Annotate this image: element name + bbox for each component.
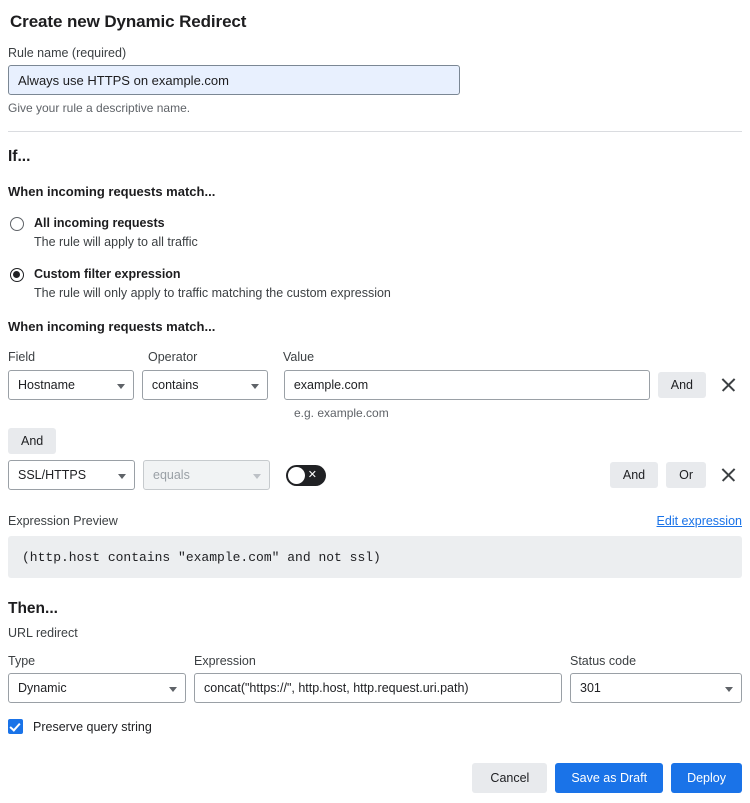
chevron-down-icon [725,687,733,692]
chevron-down-icon [117,384,125,389]
chevron-down-icon [169,687,177,692]
preserve-query-string-checkbox[interactable] [8,719,23,734]
label-status-code: Status code [570,654,637,668]
toggle-knob [288,467,305,484]
group-and-button[interactable]: And [8,428,56,454]
chevron-down-icon [253,474,261,479]
label-expression: Expression [194,654,256,668]
rule-name-input[interactable] [8,65,460,95]
status-code-select[interactable] [570,673,742,703]
condition-2-or-button[interactable]: Or [666,462,706,488]
condition-1-operator-select[interactable] [142,370,268,400]
condition-1-and-button[interactable]: And [658,372,706,398]
condition-1-operator-value: contains [151,378,199,392]
save-draft-button[interactable]: Save as Draft [555,763,663,793]
section-divider [8,131,742,132]
rule-name-label: Rule name (required) [8,46,127,60]
condition-row-1 [8,370,742,400]
radio-custom-filter-desc: The rule will only apply to traffic matching the custom expression [34,286,391,300]
preserve-query-string-row[interactable] [8,719,742,734]
condition-1-field-value: Hostname [18,378,75,392]
condition-2-operator-value: equals [153,468,190,482]
close-icon: ✕ [307,468,317,481]
condition-1-value-input[interactable] [284,370,650,400]
expression-preview-text: (http.host contains "example.com" and not ssl) [22,549,381,565]
page-title: Create new Dynamic Redirect [10,12,247,31]
if-section-heading: If... [8,148,31,165]
edit-expression-link[interactable]: Edit expression [656,514,742,528]
expression-preview-header [8,514,742,528]
radio-option-custom-filter[interactable] [8,266,742,301]
condition-2-field-select[interactable] [8,460,135,490]
radio-all-requests-desc: The rule will apply to all traffic [34,235,198,249]
column-header-field: Field [8,350,36,364]
condition-row-2 [8,460,742,490]
redirect-type-value: Dynamic [18,681,67,695]
condition-2-ssl-toggle[interactable] [286,465,326,486]
redirect-expression-input[interactable] [194,673,562,703]
radio-icon-custom-filter[interactable] [10,268,24,282]
condition-1-remove-icon[interactable] [716,372,742,398]
chevron-down-icon [118,474,126,479]
conditions-heading: When incoming requests match... [8,319,216,334]
match-heading: When incoming requests match... [8,184,216,199]
conditions-column-headers [8,350,742,364]
deploy-button[interactable]: Deploy [671,763,742,793]
condition-2-operator-select [143,460,270,490]
rule-name-helper: Give your rule a descriptive name. [8,101,191,115]
cancel-button[interactable]: Cancel [472,763,547,793]
column-header-operator: Operator [148,350,198,364]
radio-custom-filter-title: Custom filter expression [34,267,181,281]
then-controls-row [8,673,742,703]
chevron-down-icon [251,384,259,389]
status-code-value: 301 [580,681,601,695]
radio-all-requests-title: All incoming requests [34,216,165,230]
then-column-headers [8,654,742,668]
expression-preview-label: Expression Preview [8,514,118,528]
expression-preview-box [8,536,742,578]
column-header-value: Value [283,350,315,364]
then-section-subheading: URL redirect [8,626,78,640]
condition-2-and-button[interactable]: And [610,462,658,488]
redirect-type-select[interactable] [8,673,186,703]
condition-2-field-value: SSL/HTTPS [18,468,87,482]
radio-option-all-requests[interactable] [8,215,742,250]
radio-icon-all-requests[interactable] [10,217,24,231]
label-type: Type [8,654,36,668]
condition-1-field-select[interactable] [8,370,134,400]
condition-1-value-helper: e.g. example.com [294,406,389,420]
preserve-query-string-label: Preserve query string [33,719,152,734]
form-footer [472,763,742,793]
then-section-heading: Then... [8,600,58,617]
condition-2-remove-icon[interactable] [716,462,742,488]
